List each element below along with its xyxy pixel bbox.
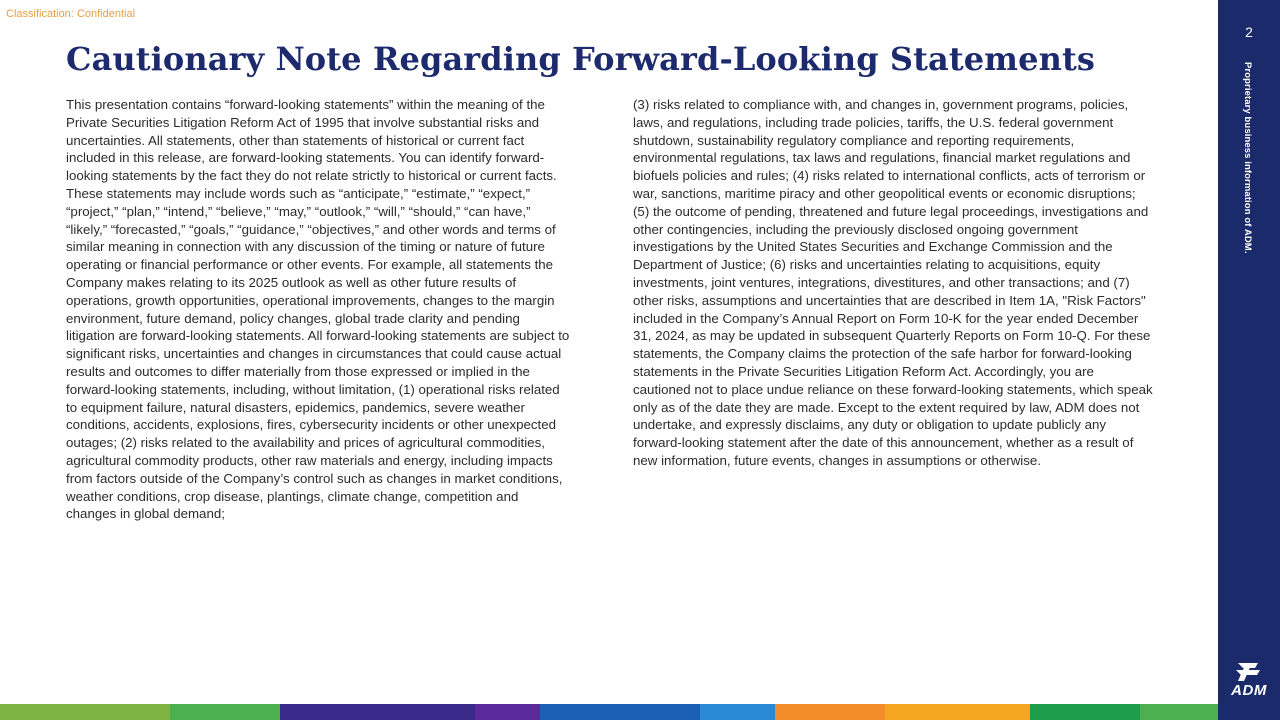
- classification-label: Classification: Confidential: [6, 8, 136, 20]
- stripe-segment: [475, 704, 540, 720]
- logo-wordmark: ADM: [1231, 682, 1267, 699]
- stripe-segment: [280, 704, 475, 720]
- stripe-segment: [1030, 704, 1140, 720]
- stripe-segment: [885, 704, 1030, 720]
- color-stripe: [0, 704, 1218, 720]
- page-number: 2: [1245, 24, 1253, 40]
- stripe-segment: [540, 704, 700, 720]
- proprietary-notice: Proprietary business information of ADM.: [1242, 62, 1253, 254]
- stripe-segment: [170, 704, 280, 720]
- stripe-segment: [0, 704, 170, 720]
- adm-logo-icon: [1224, 660, 1274, 684]
- brand-sidebar: [1218, 0, 1280, 720]
- stripe-segment: [1140, 704, 1218, 720]
- page-title: Cautionary Note Regarding Forward-Looking Statements: [66, 40, 1095, 78]
- stripe-segment: [775, 704, 885, 720]
- adm-logo: [1224, 660, 1274, 702]
- stripe-segment: [700, 704, 775, 720]
- body-text-right: (3) risks related to compliance with, and changes in, government programs, policies, laws, and regulations, including trade policies, tariffs, the U.S. federal government shutdown, sustainability regulatory compliance and reporting requirements, environmental regulations, tax laws and regulations, financial market regulations and biofuels policies and rules; (4) risks related to international conflicts, acts of terrorism or war, sanctions, maritime piracy and other geopolitical events or economic disruptions; (5) the outcome of pending, threatened and future legal proceedings, investigations and other contingencies, including the previously disclosed ongoing government investigations by the United States Securities and Exchange Commission and the Department of Justice; (6) risks and uncertainties relating to acquisitions, equity investments, joint ventures, integrations, divestitures, and other transactions; and (7) other risks, assumptions and uncertainties that are described in Item 1A, "Risk Factors" included in the Company’s Annual Report on Form 10-K for the year ended December 31, 2024, as may be updated in subsequent Quarterly Reports on Form 10-Q. For these statements, the Company claims the protection of the safe harbor for forward-looking statements in the Private Securities Litigation Reform Act. Accordingly, you are cautioned not to place undue reliance on these forward-looking statements, which speak only as of the date they are made. Except to the extent required by law, ADM does not undertake, and expressly disclaims, any duty or obligation to update publicly any forward-looking statement after the date of this announcement, whether as a result of new information, future events, changes in assumptions or otherwise.: [633, 97, 1153, 468]
- body-text-left: This presentation contains “forward-looking statements” within the meaning of the Private Securities Litigation Reform Act of 1995 that involve substantial risks and uncertainties. All statements, other than statements of historical or current fact included in this release, are forward-looking statements. You can identify forward-looking statements by the fact they do not relate strictly to historical or current facts. These statements may include words such as “anticipate,” “estimate,” “expect,” “project,” “plan,” “intend,” “believe,” “may,” “outlook,” “will,” “should,” “can have,” “likely,” “forecasted,” “goals,” “guidance,” “objectives,” and other words and terms of similar meaning in connection with any discussion of the timing or nature of future operating or financial performance or other events. For example, all statements the Company makes relating to its 2025 outlook as well as other future results of operations, growth opportunities, operational improvements, changes to the margin environment, future demand, policy changes, global trade clarity and pending litigation are forward-looking statements. All forward-looking statements are subject to significant risks, uncertainties and changes in circumstances that could cause actual results and outcomes to differ materially from those expressed or implied in the forward-looking statements, including, without limitation, (1) operational risks related to equipment failure, natural disasters, epidemics, pandemics, severe weather conditions, accidents, explosions, fires, cybersecurity incidents or other unexpected outages; (2) risks related to the availability and prices of agricultural commodities, agricultural commodity products, other raw materials and energy, including impacts from factors outside of the Company’s control such as changes in market conditions, weather conditions, crop disease, plantings, climate change, competition and changes in global demand;: [66, 97, 570, 522]
